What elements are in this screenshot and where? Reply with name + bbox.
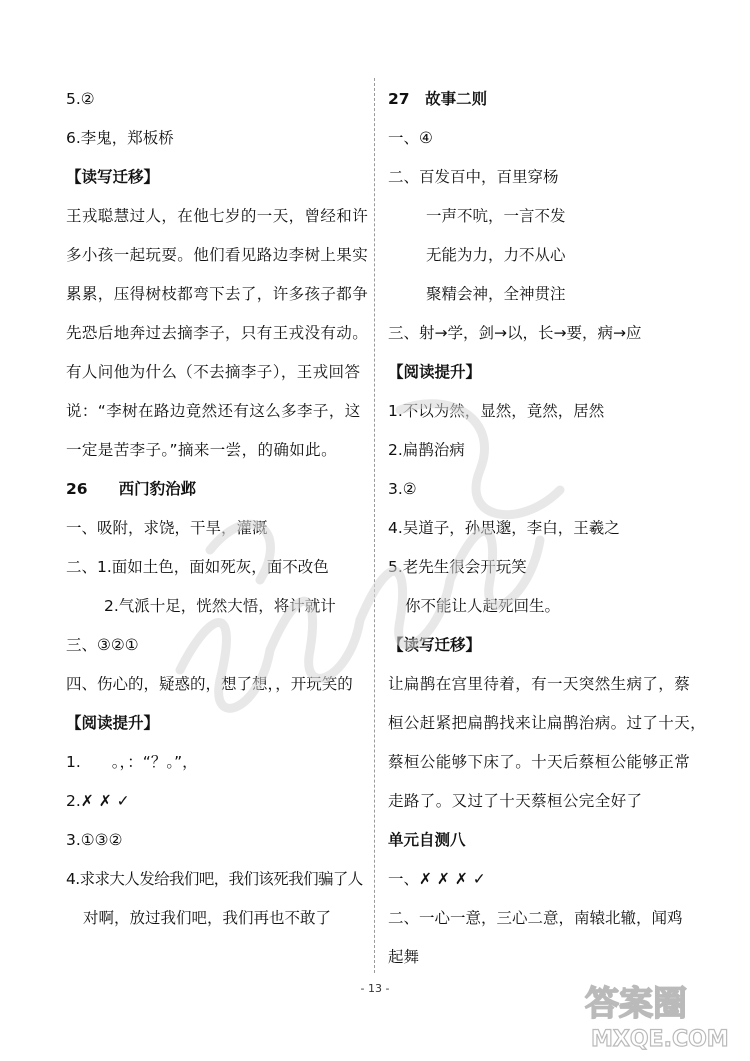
left-column	[66, 80, 371, 938]
answer-line: 聚精会神，全神贯注	[426, 285, 566, 303]
page-number: - 13 -	[360, 982, 390, 995]
answer-line: 你不能让人起死回生。	[405, 597, 561, 615]
answer-line: 三、射→学，剑→以，长→要，病→应	[388, 324, 642, 342]
answer-line: 一、吸附，求饶，干旱，灌溉	[66, 519, 268, 537]
column-divider	[374, 78, 375, 973]
paragraph-line: 一定是苦李子。”摘来一尝，的确如此。	[66, 441, 337, 459]
svg-text:MXQE.COM: MXQE.COM	[591, 1027, 729, 1052]
section-heading: 【读写迁移】	[388, 636, 482, 654]
answer-line: 二、一心一意，三心二意，南辕北辙，闻鸡	[388, 909, 683, 927]
answer-line: 3.②	[388, 480, 417, 498]
answer-line: 1.不以为然，显然，竟然，居然	[388, 402, 605, 420]
section-heading: 【阅读提升】	[388, 363, 482, 381]
lesson-title: 27 故事二则	[388, 90, 488, 108]
paragraph-line: 王戎聪慧过人，在他七岁的一天，曾经和许	[66, 207, 369, 225]
answer-line: 对啊，放过我们吧，我们再也不敢了	[83, 909, 332, 927]
paragraph-line: 走路了。又过了十天蔡桓公完全好了	[388, 792, 643, 810]
lesson-title: 26 西门豹治邺	[66, 480, 197, 498]
answer-line: 2.扁鹊治病	[388, 441, 465, 459]
answer-line: 四、伤心的，疑惑的，想了想，，开玩笑的	[66, 675, 353, 693]
answer-line: 4.求求大人发给我们吧，我们该死我们骗了人	[66, 870, 363, 888]
paragraph-line: 让扁鹊在宫里待着，有一天突然生病了，蔡	[388, 675, 691, 693]
answer-line: 二、1.面如土色，面如死灰，面不改色	[66, 558, 329, 576]
svg-text:答案圈: 答案圈	[585, 984, 687, 1024]
paragraph-line: 累累，压得树枝都弯下去了，许多孩子都争	[66, 285, 369, 303]
answer-line: 2.气派十足，恍然大悟，将计就计	[104, 597, 336, 615]
answer-line: 起舞	[388, 948, 420, 966]
answer-line: 4.吴道子，孙思邈，李白，王羲之	[388, 519, 620, 537]
answer-line: 5.②	[66, 90, 95, 108]
answer-line: 1. 。，：“？。”，	[66, 753, 198, 771]
paragraph-line: 桓公赶紧把扁鹊找来让扁鹊治病。过了十天，	[388, 714, 707, 732]
answer-line: 无能为力，力不从心	[426, 246, 566, 264]
answer-line: 一、✗ ✗ ✗ ✓	[388, 870, 486, 888]
paragraph-line: 多小孩一起玩耍。他们看见路边李树上果实	[66, 246, 369, 264]
answer-line: 3.①③②	[66, 831, 123, 849]
answer-line: 三、③②①	[66, 636, 139, 654]
right-column	[388, 80, 707, 977]
paragraph-line: 先恐后地奔过去摘李子，只有王戎没有动。	[66, 324, 369, 342]
paragraph-line: 有人问他为什么（不去摘李子），王戎回答	[66, 363, 361, 381]
paragraph-line: 说：“李树在路边竟然还有这么多李子，这	[66, 402, 361, 420]
section-heading: 【阅读提升】	[66, 714, 160, 732]
section-heading: 单元自测八	[388, 831, 466, 849]
answer-line: 6.李鬼，郑板桥	[66, 129, 174, 147]
section-heading: 【读写迁移】	[66, 168, 160, 186]
answer-line: 一声不吭，一言不发	[426, 207, 566, 225]
answer-line: 一、④	[388, 129, 433, 147]
paragraph-line: 蔡桓公能够下床了。十天后蔡桓公能够正常	[388, 753, 691, 771]
answer-line: 2.✗ ✗ ✓	[66, 792, 130, 810]
answer-line: 5.老先生很会开玩笑	[388, 558, 527, 576]
answer-line: 二、百发百中，百里穿杨	[388, 168, 559, 186]
